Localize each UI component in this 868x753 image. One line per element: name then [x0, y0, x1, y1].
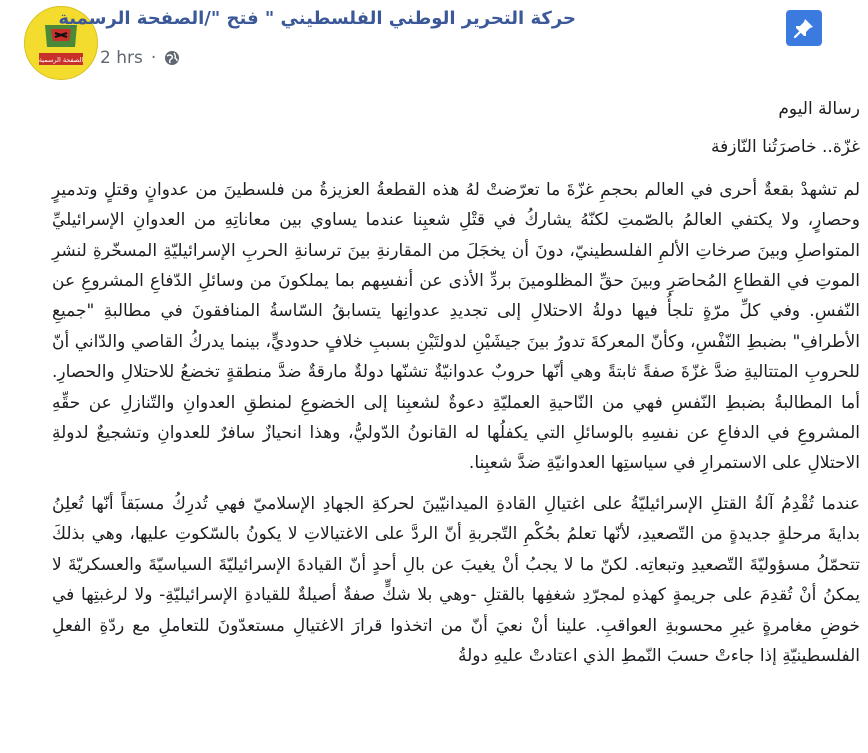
post-header [0, 0, 868, 84]
avatar-label: الصفحة الرسمية [38, 56, 84, 64]
post-time[interactable]: 2 hrs [100, 48, 143, 68]
post-body [52, 90, 860, 681]
post-title: غزّة.. خاصرَتُنا النّازفة [711, 137, 860, 158]
pin-icon [793, 17, 815, 39]
globe-icon [164, 50, 180, 66]
post-greeting: رسالة اليوم [778, 99, 860, 119]
pin-button[interactable] [786, 10, 822, 46]
post-meta [100, 48, 180, 68]
post-paragraph: لم تشهدْ بقعةٌ أحرى في العالم بحجمِ غزّةَ ما تعرّضتْ لهُ هذه القطعةُ العزيزةُ من فلسطينَ من عدوانٍ وقتلٍ وتدميرٍ وحصارٍ، ولا يكتفي العالمُ بالصّمتِ لكنّهُ يشاركُ في قتْلِ شعبِنا عندما يساوي بين معاناتِهِ من العدوانِ الإسرائيليِّ المتواصلِ وبينَ صرخاتِ الألمِ الفلسطينيّ، دونَ أن يخجَلَ من المقارنةِ بينَ ترسانةِ الحربِ الإسرائيليّةِ المسخّرةِ لنشرِ الموتِ في القطاعِ المُحاصَرِ وبينَ حقِّ المظلومينَ بردِّ الأذى عن أنفسِهم بما يملكونَ من وسائلِ الدّفاعِ المشروعِ عن النّفسِ. وفي كلِّ مرّةٍ تلجأُ فيها دولةُ الاحتلالِ إلى تجديدِ عدوانِها يتسابقُ السّاسةُ المنافقونَ في مطالبةِ "جميعِ الأطرافِ" بضبطِ النّفْسِ، وكأنّ المعركةَ تدورُ بينَ جيشَيْنِ لدولتَيْنِ بسببِ خلافٍ حدوديٍّ، بينما يدركُ القاصي والدّاني أنّ للحروبِ المتتاليةِ ضدَّ غزّةَ صفةً ثابتةً وهي أنّها حروبٌ عدوانيّةٌ تشنّها دولةٌ مارقةٌ ضدَّ منطقةٍ تخضعُ للاحتلالِ والحصارِ. أما المطالبةُ بضبطِ النّفسِ فهي من النّاحيةِ العمليّةِ دعوةٌ لشعبِنا إلى الخضوعِ لمنطقِ العدوانِ والتّنازلِ عن حقِّهِ المشروعِ في الدفاعِ عن نفسِهِ بالوسائلِ التي يكفلُها له القانونُ الدّوليُّ، وهذا انحيازٌ سافرٌ للعدوانِ وتشجيعٌ لدولةِ الاحتلالِ على الاستمرارِ في سياستِها العدوانيّةِ ضدَّ شعبِنا. [52, 179, 860, 474]
page-name-link[interactable]: حركة التحرير الوطني الفلسطيني " فتح "/الصفحة الرسمية [58, 8, 576, 29]
separator-dot: · [150, 48, 157, 68]
post-paragraph: عندما تُقْدِمُ آلةُ القتلِ الإسرائيليّةُ على اغتيالِ القادةِ الميدانيّينَ لحركةِ الجهادِ الإسلاميّ فهي تُدرِكُ مسبَقاً أنّها تُعلِنُ بدايةَ مرحلةٍ جديدةٍ من التّصعيدِ، لأنّها تعلمُ بحُكْمِ التّجربةِ أنّ الردَّ على الاغتيالاتِ لا يكونُ بالسّكوتِ عليها، وهي بذلكَ تتحمّلُ مسؤوليّةَ التّصعيدِ وتبعاتِه. لكنّ ما لا يجبُ أنْ يغيبَ عن بالِ أحدٍ أنّ القيادةَ الإسرائيليّةَ السياسيّةَ والعسكريّةَ لا يمكنُ أنْ تُقدِمَ على جريمةٍ كهذهِ لمجرّدِ شغفِها بالقتلِ -وهي بلا شكٍّ صفةٌ أصيلةٌ للقيادةِ الإسرائيليّةِ- ولا لرغبتِها في خوضِ مغامرةٍ غيرِ محسوبةِ العواقبِ. علينا أنْ نعيَ أنّ من اتخذوا قرارَ الاغتيالِ مستعدّونَ للتعاملِ مع ردّةِ الفعلِ الفلسطينيّةِ إذا جاءتْ حسبَ النّمطِ الذي اعتادتْ عليهِ دولةُ [52, 493, 860, 666]
